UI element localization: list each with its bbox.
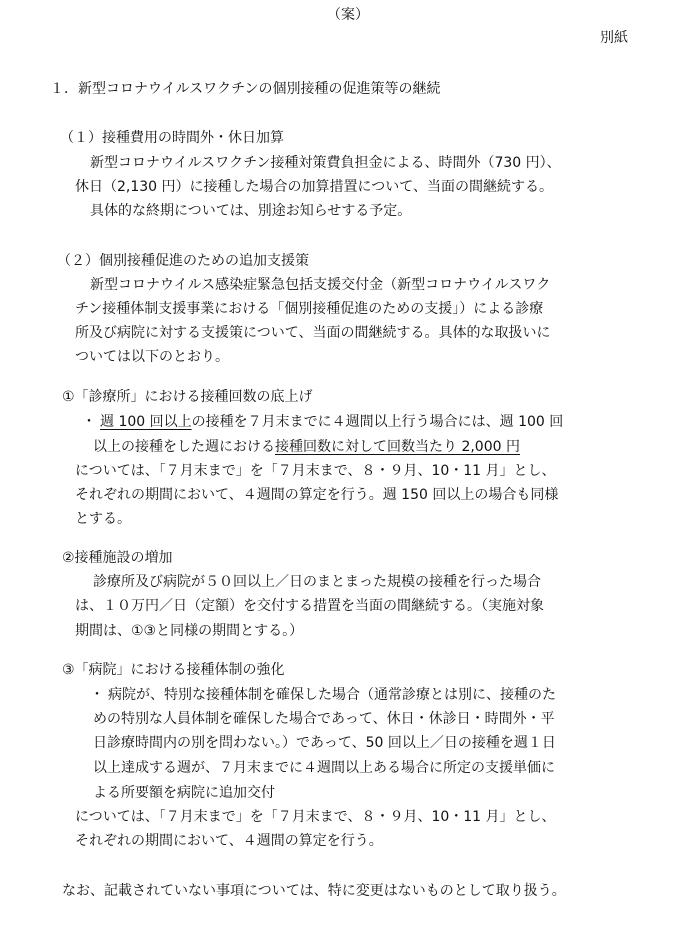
- underlined-text: 接種回数に対して回数当たり 2,000 円: [275, 439, 520, 455]
- section-2-line: 所及び病院に対する支援策について、当面の間継続する。具体的な取扱いに: [75, 325, 551, 341]
- item-3-bullet-line: めの特別な人員体制を確保した場合であって、休日・休診日・時間外・平: [93, 711, 555, 727]
- item-1-bullet-line: [93, 440, 520, 454]
- item-2-title: ②接種施設の増加: [62, 550, 173, 566]
- item-2-line: 診療所及び病院が５０回以上／日のまとまった規模の接種を行った場合: [93, 574, 541, 590]
- bullet-marker: ・: [82, 414, 96, 430]
- item-2-line: 期間は、①③と同様の期間とする。）: [75, 623, 304, 639]
- section-2-line: ついては以下のとおり。: [75, 349, 229, 365]
- plain-text: 以上の接種をした週における: [93, 439, 275, 455]
- section-2-line: 新型コロナウイルス感染症緊急包括支援交付金（新型コロナウイルスワク: [90, 277, 551, 293]
- document-heading: １．新型コロナウイルスワクチンの個別接種の促進策等の継続: [50, 81, 441, 97]
- item-3-bullet-line: 以上達成する週が、７月末までに４週間以上ある場合に所定の支援単価に: [93, 760, 555, 776]
- item-3-line: については、「７月末まで」を「７月末まで、８・９月、10・11 月」とし、: [75, 809, 556, 825]
- item-3-title: ③「病院」における接種体制の強化: [62, 662, 285, 678]
- item-1-line: それぞれの期間において、４週間の算定を行う。週 150 回以上の場合も同様: [75, 487, 559, 503]
- section-2-line: チン接種体制支援事業における「個別接種促進のための支援」）による診療: [75, 301, 544, 317]
- section-1-line: 具体的な終期については、別途お知らせする予定。: [90, 203, 412, 219]
- section-1-line: 新型コロナウイルスワクチン接種対策費負担金による、時間外（730 円）、: [90, 155, 561, 171]
- plain-text: の接種を７月末までに４週間以上行う場合には、週 100 回: [191, 414, 564, 430]
- item-1-line: とする。: [75, 511, 131, 527]
- closing-note: なお、記載されていない事項については、特に変更はないものとして取り扱う。: [62, 883, 566, 899]
- section-1-line: 休日（2,130 円）に接種した場合の加算措置について、当面の間継続する。: [75, 179, 553, 195]
- item-1-bullet-line: [100, 415, 563, 429]
- item-2-line: は、１０万円／日（定額）を交付する措置を当面の間継続する。（実施対象: [75, 598, 544, 614]
- item-3-bullet-line: 病院が、特別な接種体制を確保した場合（通常診療とは別に、接種のた: [108, 687, 556, 703]
- bullet-marker: ・: [90, 687, 104, 703]
- item-1-title: ①「診療所」における接種回数の底上げ: [62, 389, 313, 405]
- item-3-bullet-line: 日診療時間内の別を問わない。）であって、50 回以上／日の接種を週１日: [93, 735, 556, 751]
- section-1-title: （１）接種費用の時間外・休日加算: [60, 130, 284, 146]
- item-3-bullet-line: よる所要額を病院に追加交付: [93, 785, 275, 801]
- attachment-label: 別紙: [600, 30, 628, 46]
- item-3-line: それぞれの期間において、４週間の算定を行う。: [75, 833, 383, 849]
- underlined-text: 週 100 回以上: [100, 414, 192, 430]
- item-1-line: については、「７月末まで」を「７月末まで、８・９月、10・11 月」とし、: [75, 463, 556, 479]
- draft-label: （案）: [327, 7, 369, 23]
- section-2-title: （２）個別接種促進のための追加支援策: [57, 253, 309, 269]
